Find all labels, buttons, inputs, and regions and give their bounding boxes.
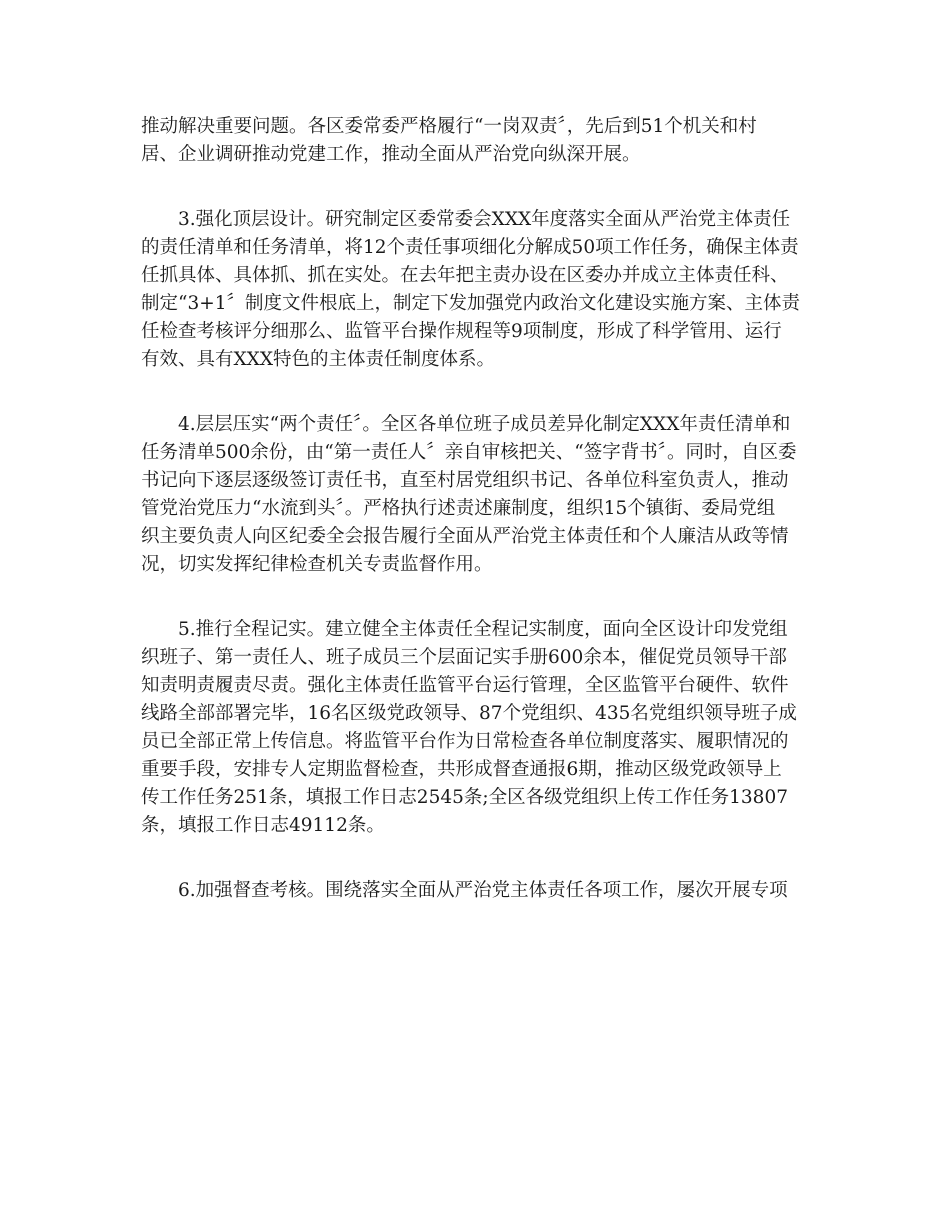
text-line: 推动解决重要问题。各区委常委严格履行“一岗双责〞，先后到51个机关和村: [141, 116, 757, 137]
text-line: 书记向下逐层逐级签订责任书，直至村居党组织书记、各单位科室负责人，推动: [141, 470, 789, 491]
text-line: 有效、具有XXX特色的主体责任制度体系。: [141, 349, 496, 370]
text-line: 制定“3+1〞制度文件根底上，制定下发加强党内政治文化建设实施方案、主体责: [141, 293, 801, 314]
text-line: 4.层层压实“两个责任〞。全区各单位班子成员差异化制定XXX年责任清单和: [178, 414, 791, 435]
text-line: 6.加强督查考核。围绕落实全面从严治党主体责任各项工作，屡次开展专项: [178, 880, 788, 901]
text-line: 任检查考核评分细那么、监管平台操作规程等9项制度，形成了科学管用、运行: [141, 321, 782, 342]
text-line: 线路全部部署完毕，16名区级党政领导、87个党组织、435名党组织领导班子成: [141, 703, 797, 724]
text-line: 的责任清单和任务清单，将12个责任事项细化分解成50项工作任务，确保主体责: [141, 237, 799, 258]
text-line: 任务清单500余份，由“第一责任人〞亲自审核把关、“签字背书〞。同时，自区委: [141, 442, 797, 463]
text-line: 知责明责履责尽责。强化主体责任监管平台运行管理，全区监管平台硬件、软件: [141, 675, 789, 696]
text-line: 居、企业调研推动党建工作，推动全面从严治党向纵深开展。: [141, 144, 641, 165]
paragraph-full-process-records: [141, 616, 809, 840]
text-line: 5.推行全程记实。建立健全主体责任全程记实制度，面向全区设计印发党组: [178, 619, 788, 640]
text-line: 任抓具体、具体抓、抓在实处。在去年把主责办设在区委办并成立主体责任科、: [141, 265, 789, 286]
text-line: 重要手段，安排专人定期监督检查，共形成督查通报6期，推动区级党政领导上: [141, 759, 782, 780]
text-line: 条，填报工作日志49112条。: [141, 815, 385, 836]
text-line: 况，切实发挥纪律检查机关专责监督作用。: [141, 554, 493, 575]
text-line: 织班子、第一责任人、班子成员三个层面记实手册600余本，催促党员领导干部: [141, 647, 787, 668]
text-line: 管党治党压力“水流到头〞。严格执行述责述廉制度，组织15个镇街、委局党组: [141, 498, 776, 519]
text-line: 3.强化顶层设计。研究制定区委常委会XXX年度落实全面从严治党主体责任: [178, 209, 791, 230]
document-body: [141, 113, 809, 905]
paragraph-responsibility-visits: [141, 113, 809, 169]
paragraph-top-level-design: [141, 206, 809, 374]
paragraph-supervision: [141, 877, 809, 905]
paragraph-two-responsibilities: [141, 411, 809, 579]
text-line: 织主要负责人向区纪委全会报告履行全面从严治党主体责任和个人廉洁从政等情: [141, 526, 789, 547]
text-line: 传工作任务251条，填报工作日志2545条;全区各级党组织上传工作任务13807: [141, 787, 788, 808]
text-line: 员已全部正常上传信息。将监管平台作为日常检查各单位制度落实、履职情况的: [141, 731, 789, 752]
